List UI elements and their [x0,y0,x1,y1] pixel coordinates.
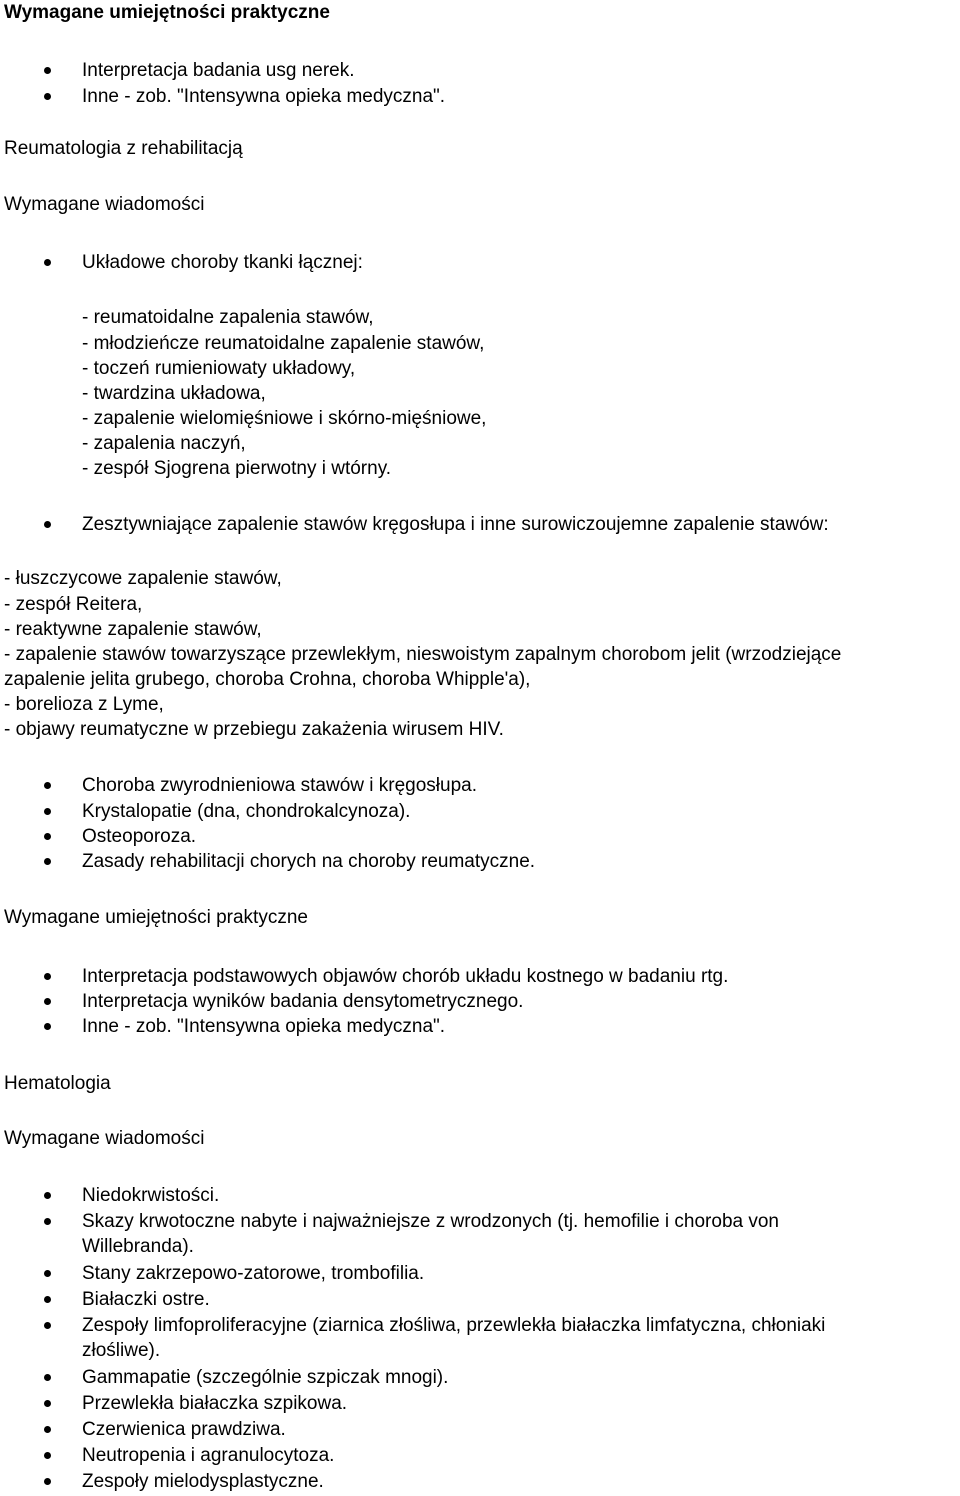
list-item: Krystalopatie (dna, chondrokalcynoza). [82,801,411,822]
list-item: Zasady rehabilitacji chorych na choroby reumatyczne. [82,851,536,872]
bullet-icon [44,1023,51,1030]
bullet-icon [44,93,51,100]
bullet-icon [44,1452,51,1459]
list-item: Zespoły limfoproliferacyjne (ziarnica złośliwa, przewlekła białaczka limfatyczna, chłoniaki [82,1315,826,1336]
bullet-icon [44,973,51,980]
list-item: Układowe choroby tkanki łącznej: [82,252,363,273]
bullet-icon [44,1192,51,1199]
section-heading: Wymagane umiejętności praktyczne [4,2,330,23]
bullet-icon [44,259,51,266]
list-item: Interpretacja podstawowych objawów chorób układu kostnego w badaniu rtg. [82,966,729,987]
list-item: Inne - zob. "Intensywna opieka medyczna". [82,1016,446,1037]
bullet-icon [44,1218,51,1225]
list-item: Interpretacja wyników badania densytometrycznego. [82,991,524,1012]
sub-list-item: - twardzina układowa, [82,383,266,404]
bullet-icon [44,1374,51,1381]
list-item: Czerwienica prawdziwa. [82,1419,286,1440]
bullet-icon [44,858,51,865]
bullet-icon [44,808,51,815]
section-title: Hematologia [4,1073,111,1094]
list-item: Skazy krwotoczne nabyte i najważniejsze z wrodzonych (tj. hemofilie i choroba von [82,1211,779,1232]
list-item: Neutropenia i agranulocytoza. [82,1445,335,1466]
list-item: Gammapatie (szczególnie szpiczak mnogi). [82,1367,449,1388]
sub-list-item: - borelioza z Lyme, [4,694,164,715]
bullet-icon [44,833,51,840]
sub-list-item: - objawy reumatyczne w przebiegu zakażenia wirusem HIV. [4,719,504,740]
list-item: Interpretacja badania usg nerek. [82,60,355,81]
bullet-icon [44,67,51,74]
sub-list-item-continued: zapalenie jelita grubego, choroba Crohna, choroba Whipple'a), [4,669,531,690]
section-subheading: Wymagane wiadomości [4,194,205,215]
bullet-icon [44,1478,51,1485]
sub-list-item: - reumatoidalne zapalenia stawów, [82,307,374,328]
section-title: Reumatologia z rehabilitacją [4,138,243,159]
list-item: Osteoporoza. [82,826,197,847]
bullet-icon [44,521,51,528]
bullet-icon [44,998,51,1005]
list-item: Zesztywniające zapalenie stawów kręgosłupa i inne surowiczoujemne zapalenie stawów: [82,514,829,535]
bullet-icon [44,1296,51,1303]
list-item: Inne - zob. "Intensywna opieka medyczna". [82,86,446,107]
list-item: Choroba zwyrodnieniowa stawów i kręgosłupa. [82,775,477,796]
list-item-continued: złośliwe). [82,1340,161,1361]
section-subheading: Wymagane umiejętności praktyczne [4,907,308,928]
list-item: Białaczki ostre. [82,1289,210,1310]
list-item: Niedokrwistości. [82,1185,220,1206]
sub-list-item: - łuszczycowe zapalenie stawów, [4,568,282,589]
bullet-icon [44,782,51,789]
sub-list-item: - zespół Reitera, [4,594,143,615]
bullet-icon [44,1322,51,1329]
sub-list-item: - młodzieńcze reumatoidalne zapalenie stawów, [82,333,485,354]
bullet-icon [44,1270,51,1277]
sub-list-item: - zapalenie stawów towarzyszące przewlekłym, nieswoistym zapalnym chorobom jelit (wrzodziejące [4,644,842,665]
sub-list-item: - reaktywne zapalenie stawów, [4,619,262,640]
list-item: Przewlekła białaczka szpikowa. [82,1393,348,1414]
sub-list-item: - zapalenia naczyń, [82,433,246,454]
sub-list-item: - zespół Sjogrena pierwotny i wtórny. [82,458,392,479]
section-subheading: Wymagane wiadomości [4,1128,205,1149]
list-item: Zespoły mielodysplastyczne. [82,1471,324,1492]
sub-list-item: - zapalenie wielomięśniowe i skórno-mięśniowe, [82,408,487,429]
bullet-icon [44,1426,51,1433]
list-item-continued: Willebranda). [82,1236,194,1257]
bullet-icon [44,1400,51,1407]
sub-list-item: - toczeń rumieniowaty układowy, [82,358,356,379]
list-item: Stany zakrzepowo-zatorowe, trombofilia. [82,1263,425,1284]
